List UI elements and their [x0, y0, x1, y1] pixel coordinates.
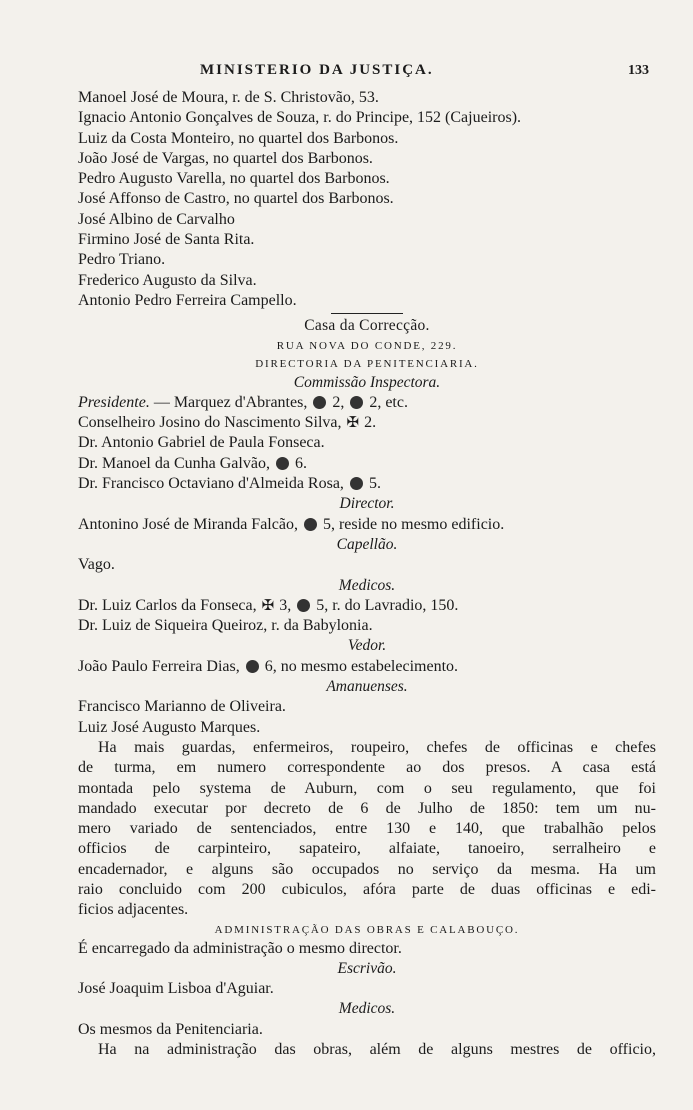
- paragraph-line: montada pelo systema de Auburn, com o seu regulamento, que foi: [78, 779, 656, 797]
- list-item: Luiz da Costa Monteiro, no quartel dos Barbonos.: [78, 129, 399, 147]
- paragraph-line: Ha na administração das obras, além de alguns mestres de officio,: [98, 1041, 656, 1059]
- paragraph-line: officios de carpinteiro, sapateiro, alfaiate, tanoeiro, serralheiro e: [78, 840, 656, 858]
- list-item: João José de Vargas, no quartel dos Barbonos.: [78, 149, 373, 167]
- list-item: Antonio Pedro Ferreira Campello.: [78, 291, 297, 309]
- medal-icon: [297, 599, 310, 612]
- paragraph-line: encadernador, e alguns são occupados no serviço da mesma. Ha um: [78, 860, 656, 878]
- subhead-capellao: Capellão.: [336, 535, 398, 553]
- list-item: [78, 515, 656, 535]
- list-item: Firmino José de Santa Rita.: [78, 231, 255, 249]
- galvao-text: 6.: [294, 454, 307, 472]
- list-item: [78, 393, 656, 413]
- paragraph-line: mandado executar por decreto de 6 de Julho de 1850: tem um nu-: [78, 799, 656, 817]
- presidente-label: Presidente.: [78, 393, 150, 411]
- list-item: Pedro Augusto Varella, no quartel dos Barbonos.: [78, 170, 390, 188]
- list-item: Dr. Luiz de Siqueira Queiroz, r. da Babylonia.: [78, 617, 373, 635]
- list-item: Francisco Marianno de Oliveira.: [78, 698, 286, 716]
- list-item: Vago.: [78, 556, 115, 574]
- subhead-medicos: Medicos.: [338, 576, 396, 594]
- medal-icon: [246, 660, 259, 673]
- list-item: [78, 657, 656, 677]
- list-item: José Albino de Carvalho: [78, 210, 235, 228]
- section-title-calabouco: ADMINISTRAÇÃO DAS OBRAS E CALABOUÇO.: [214, 923, 520, 936]
- medico-text: 3,: [279, 596, 292, 614]
- vedor-text: 6, no mesmo estabelecimento.: [264, 657, 459, 675]
- staff-list: [78, 88, 656, 311]
- director-text: Antonino José de Miranda Falcão,: [78, 515, 298, 533]
- paragraph: [78, 738, 656, 921]
- section-title: Casa da Correcção.: [304, 317, 430, 335]
- medico-text: 5, r. do Lavradio, 150.: [316, 596, 459, 614]
- medal-icon: [276, 457, 289, 470]
- page-number: 133: [628, 63, 649, 78]
- subhead-amanuenses: Amanuenses.: [326, 678, 408, 696]
- paragraph-line: Ha mais guardas, enfermeiros, roupeiro, chefes de officinas e chefes: [98, 738, 656, 756]
- paragraph-line: raio concluido com 200 cubiculos, afóra parte de duas officinas e edi-: [78, 880, 656, 898]
- paragraph-line: ficios adjacentes.: [78, 901, 189, 919]
- list-item: Frederico Augusto da Silva.: [78, 271, 257, 289]
- medal-icon: [313, 396, 326, 409]
- medico-text: Dr. Luiz Carlos da Fonseca,: [78, 596, 257, 614]
- list-item: Ignacio Antonio Gonçalves de Souza, r. do Principe, 152 (Cajueiros).: [78, 109, 522, 127]
- subhead-vedor: Vedor.: [347, 637, 387, 655]
- presidente-text: 2,: [332, 393, 345, 411]
- list-item: [78, 413, 656, 433]
- galvao-text: Dr. Manoel da Cunha Galvão,: [78, 454, 270, 472]
- paragraph-line: mero variado de sentenciados, entre 130 e 140, que trabalhão pelos: [78, 820, 656, 838]
- subsection-title: DIRECTORIA DA PENITENCIARIA.: [255, 357, 479, 370]
- page-body: [78, 88, 656, 1060]
- list-item: [78, 474, 656, 494]
- list-item: É encarregado da administração o mesmo director.: [78, 939, 402, 957]
- list-item: Pedro Triano.: [78, 251, 166, 269]
- presidente-text: — Marquez d'Abrantes,: [149, 393, 308, 411]
- rosa-text: 5.: [368, 475, 381, 493]
- star-icon: [350, 396, 363, 409]
- director-text: 5, reside no mesmo edificio.: [322, 515, 505, 533]
- subhead-escrivao: Escrivão.: [337, 959, 397, 977]
- presidente-text: 2, etc.: [369, 393, 408, 411]
- list-item: [78, 596, 656, 616]
- conselheiro-text: 2.: [364, 414, 377, 432]
- vedor-text: João Paulo Ferreira Dias,: [78, 657, 240, 675]
- list-item: Luiz José Augusto Marques.: [78, 718, 261, 736]
- list-item: Dr. Antonio Gabriel de Paula Fonseca.: [78, 434, 325, 452]
- rosa-text: Dr. Francisco Octaviano d'Almeida Rosa,: [78, 475, 344, 493]
- list-item: José Joaquim Lisboa d'Aguiar.: [78, 980, 274, 998]
- cross-icon: ✠: [261, 597, 275, 614]
- subhead-director: Director.: [339, 495, 395, 513]
- cross-icon: ✠: [346, 415, 360, 432]
- subhead-medicos-calabouco: Medicos.: [338, 1000, 396, 1018]
- section-divider: [331, 313, 403, 314]
- medal-icon: [350, 477, 363, 490]
- list-item: [78, 454, 656, 474]
- list-item: Manoel José de Moura, r. de S. Christovão, 53.: [78, 89, 379, 106]
- section-address: RUA NOVA DO CONDE, 229.: [276, 339, 458, 352]
- page-header: [0, 62, 693, 86]
- subhead-commissao: Commissão Inspectora.: [293, 373, 441, 391]
- medal-icon: [304, 518, 317, 531]
- running-title: MINISTERIO DA JUSTIÇA.: [200, 62, 434, 78]
- paragraph-line: de turma, em numero correspondente ao dos presos. A casa está: [78, 759, 656, 777]
- list-item: José Affonso de Castro, no quartel dos Barbonos.: [78, 190, 394, 208]
- conselheiro-text: Conselheiro Josino do Nascimento Silva,: [78, 414, 342, 432]
- list-item: Os mesmos da Penitenciaria.: [78, 1020, 263, 1038]
